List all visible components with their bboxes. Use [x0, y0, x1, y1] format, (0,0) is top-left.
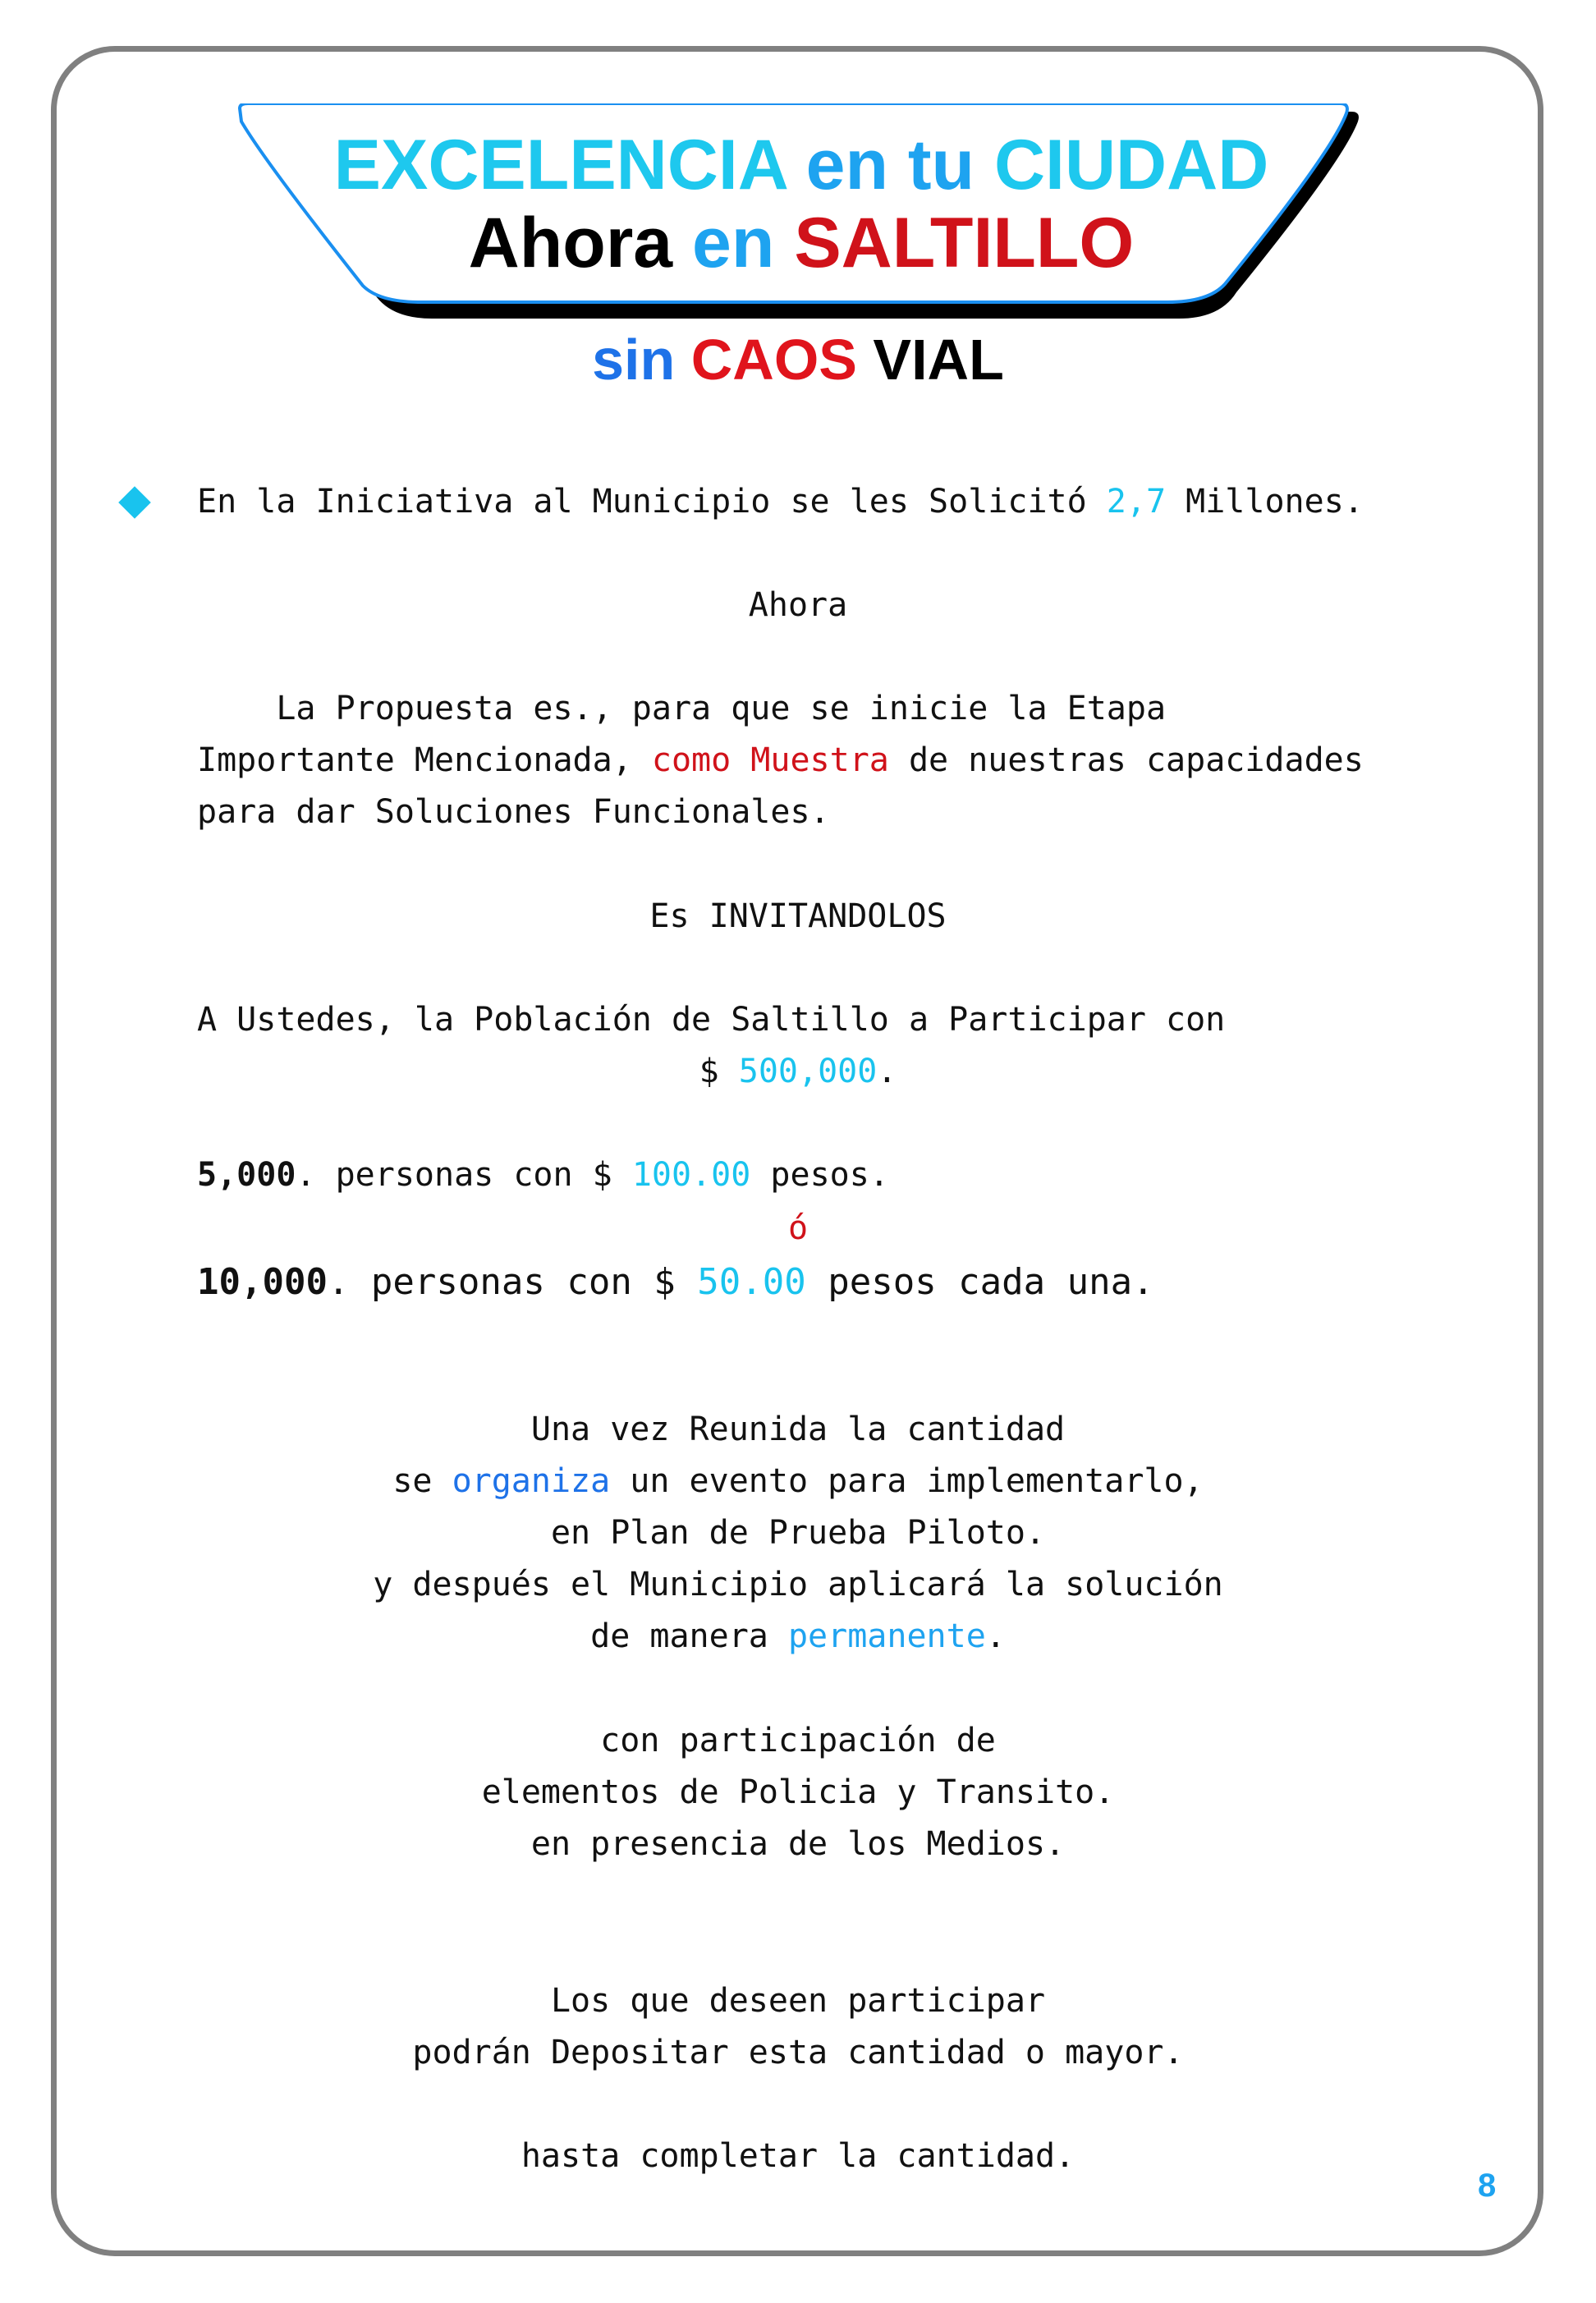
reunida-line1: Una vez Reunida la cantidad: [530, 1411, 1066, 1448]
deposit-line3: hasta completar la cantidad.: [521, 2137, 1075, 2175]
deposit-line1: Los que deseen participar: [550, 1982, 1046, 2020]
title-banner: [235, 103, 1368, 325]
proposal-line3: para dar Soluciones Funcionales.: [197, 793, 830, 831]
participacion-line3: en presencia de los Medios.: [530, 1825, 1066, 1863]
participacion-line1: con participación de: [600, 1722, 996, 1759]
option-line2: 10,000. personas con $ 50.00 pesos cada una.: [197, 1261, 1154, 1303]
deposit-line2: podrán Depositar esta cantidad o mayor.: [412, 2034, 1184, 2071]
or-text: ó: [787, 1209, 809, 1247]
page-number: 8: [1478, 2168, 1497, 2204]
reunida-line3: en Plan de Prueba Piloto.: [550, 1514, 1046, 1552]
reunida-line2: se organiza un evento para implementarlo,: [392, 1462, 1204, 1500]
participacion-line2: elementos de Policia y Transito.: [481, 1773, 1115, 1811]
ustedes-amount: $ 500,000.: [699, 1053, 897, 1090]
banner-title-line2: Ahora en SALTILLO: [468, 204, 1135, 282]
ustedes-line1: A Ustedes, la Población de Saltillo a Participar con: [197, 1001, 1226, 1039]
option-line1: 5,000. personas con $ 100.00 pesos.: [197, 1156, 889, 1194]
reunida-line5: de manera permanente.: [590, 1617, 1006, 1655]
banner-title-line1: EXCELENCIA en tu CIUDAD: [333, 126, 1269, 204]
bullet-line: En la Iniciativa al Municipio se les Solicitó 2,7 Millones.: [197, 483, 1364, 521]
proposal-line1: La Propuesta es., para que se inicie la Etapa: [197, 690, 1167, 727]
reunida-line4: y después el Municipio aplicará la solución: [373, 1566, 1223, 1603]
proposal-line2: Importante Mencionada, como Muestra de nuestras capacidades: [197, 741, 1364, 779]
ahora-text: Ahora: [748, 586, 848, 624]
subtitle: sin CAOS VIAL: [592, 328, 1004, 392]
invitando-text: Es INVITANDOLOS: [649, 897, 947, 935]
